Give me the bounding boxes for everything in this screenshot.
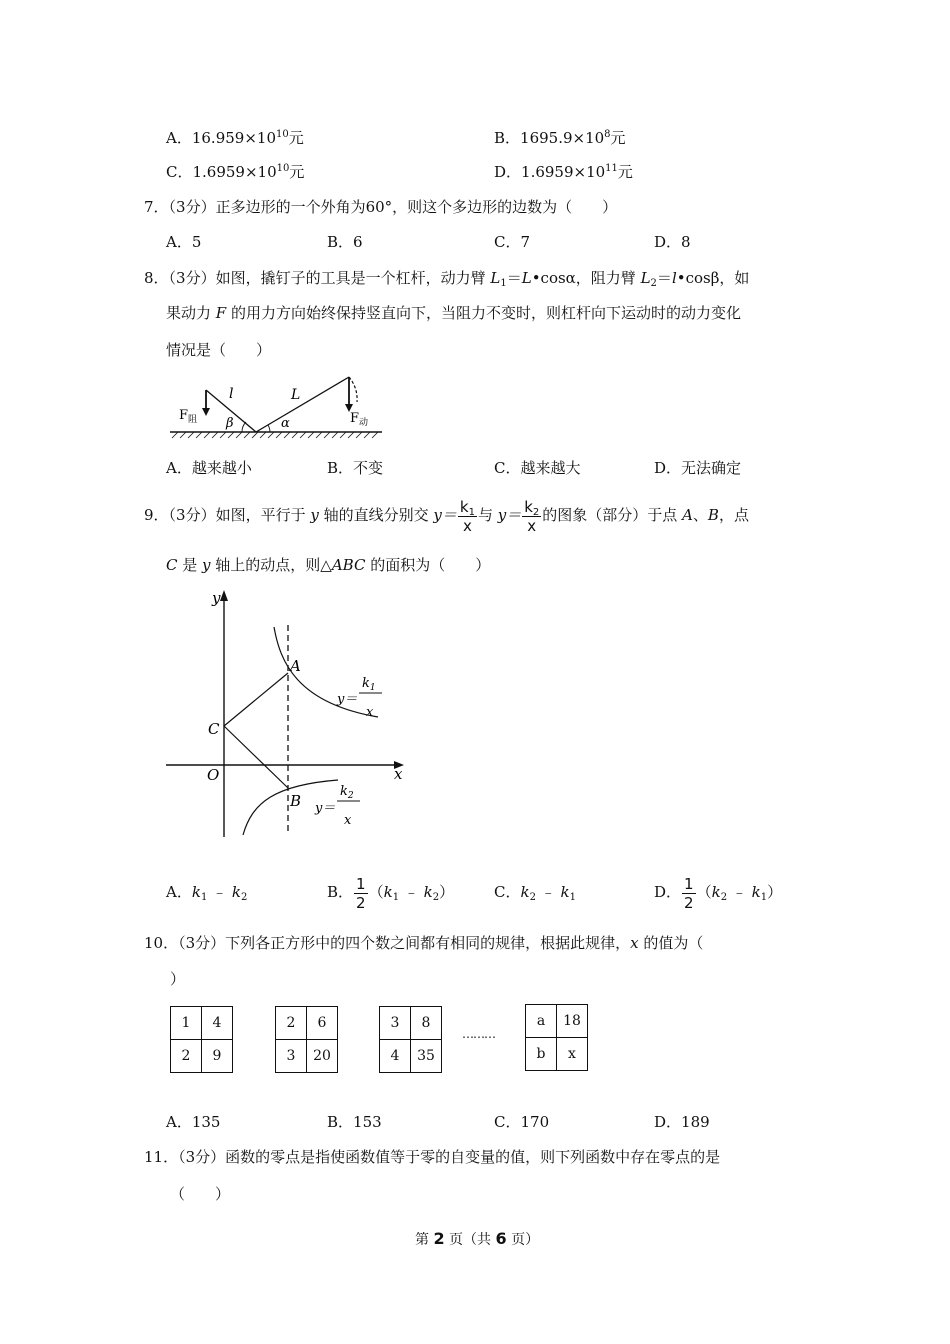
k1-over-x: $\frac{k_1}{x}$ [459, 497, 475, 535]
cell: 4 [202, 1007, 233, 1040]
cell: 4 [380, 1040, 411, 1073]
q10-option-a[interactable]: A．135 [166, 1113, 221, 1131]
square-2 [275, 1006, 338, 1073]
L-label: L [291, 387, 301, 403]
curve1-den: x [366, 705, 374, 720]
page-footer: 第 2 页（共 6 页） [415, 1229, 540, 1248]
q6-option-c[interactable]: C．$1.6959\times 10^{10}$元 [166, 163, 305, 181]
q8-stem-line1: 8．（3分）如图，撬钉子的工具是一个杠杆，动力臂 $L_1=L•\cos\alpha$，阻力臂 $L_2=l•\cos\beta$，如 [144, 269, 750, 289]
cell: 18 [557, 1005, 588, 1038]
point-b-label: B [290, 792, 302, 810]
y-axis-label: y [212, 589, 221, 607]
curve2-den: x [344, 813, 352, 828]
origin-label: O [207, 766, 220, 784]
point-c-label: C [208, 720, 220, 738]
cell: b [526, 1038, 557, 1071]
cell: 2 [276, 1007, 307, 1040]
cell: 35 [411, 1040, 442, 1073]
x-axis-label: x [394, 765, 403, 783]
q9-hyperbola-figure [160, 585, 420, 843]
q10-stem-line1: 10．（3分）下列各正方形中的四个数之间都有相同的规律，根据此规律，x 的值为（ [144, 934, 704, 952]
cell: a [526, 1005, 557, 1038]
square-1 [170, 1006, 233, 1073]
curve2-num: $k_2$ [340, 784, 354, 801]
q9-option-d[interactable]: D． $\frac{1}{2}$ （$k_2$ ﹣ $k_1$） [654, 874, 783, 912]
q7-stem: 7．（3分）正多边形的一个外角为60°，则这个多边形的边数为（ ） [144, 198, 618, 216]
q6-option-a[interactable]: A．$16.959\times 10^{10}$元 [166, 129, 304, 147]
alpha-label: α [281, 416, 290, 431]
cell: 9 [202, 1040, 233, 1073]
half-fraction: $\frac{1}{2}$ [684, 874, 694, 912]
l-label: l [229, 386, 234, 402]
cell: 3 [380, 1007, 411, 1040]
q6-option-b[interactable]: B．$1695.9\times 10^8$元 [494, 129, 626, 147]
q8-option-a[interactable]: A．越来越小 [166, 459, 252, 477]
q10-stem-line2: ） [170, 970, 186, 988]
q8-stem-line2: 果动力 F 的用力方向始终保持竖直向下，当阻力不变时，则杠杆向下运动时的动力变化 [166, 304, 741, 322]
cell: 6 [307, 1007, 338, 1040]
f-move-label: $F_动$ [350, 411, 369, 428]
beta-label: β [226, 416, 234, 431]
cell: 2 [171, 1040, 202, 1073]
curve1-eq: y＝ [337, 692, 358, 707]
q7-option-b[interactable]: B．6 [327, 233, 363, 251]
q8-option-c[interactable]: C．越来越大 [494, 459, 581, 477]
q10-option-d[interactable]: D．189 [654, 1113, 710, 1131]
cell: 20 [307, 1040, 338, 1073]
q11-stem-line2: （ ） [170, 1185, 231, 1203]
square-3 [379, 1006, 442, 1073]
q8-lever-figure [160, 368, 390, 446]
k2-over-x: $\frac{k_2}{x}$ [524, 497, 540, 535]
q10-option-c[interactable]: C．170 [494, 1113, 550, 1131]
q10-option-b[interactable]: B．153 [327, 1113, 382, 1131]
curve1-num: $k_1$ [362, 676, 376, 693]
long-arm [256, 377, 349, 432]
q11-stem-line1: 11．（3分）函数的零点是指使函数值等于零的自变量的值，则下列函数中存在零点的是 [144, 1148, 721, 1166]
cell: 1 [171, 1007, 202, 1040]
q8-stem-line3: 情况是（ ） [166, 341, 272, 359]
q9-option-a[interactable]: A．$k_1$ ﹣ $k_2$ [166, 883, 248, 903]
q9-stem-line1: 9．（3分）如图，平行于 y 轴的直线分别交 y＝ $\frac{k_1}{x}$ 与 y＝ $\frac{k_2}{x}$ 的图象（部分）于点 A、B，点 [144, 497, 749, 535]
half-fraction: $\frac{1}{2}$ [356, 874, 366, 912]
cell: 3 [276, 1040, 307, 1073]
q9-stem-line2: C 是 y 轴上的动点，则△ABC 的面积为（ ） [166, 556, 491, 574]
q7-option-c[interactable]: C．7 [494, 233, 531, 251]
q8-option-d[interactable]: D．无法确定 [654, 459, 742, 477]
q7-option-a[interactable]: A．5 [166, 233, 202, 251]
cell: 8 [411, 1007, 442, 1040]
q9-option-c[interactable]: C．$k_2$ ﹣ $k_1$ [494, 883, 576, 903]
square-4 [525, 1004, 588, 1071]
q8-option-b[interactable]: B．不变 [327, 459, 384, 477]
curve2-eq: y＝ [315, 801, 336, 816]
q9-option-b[interactable]: B． $\frac{1}{2}$ （$k_1$ ﹣ $k_2$） [327, 874, 455, 912]
q6-option-d[interactable]: D．$1.6959\times 10^{11}$元 [494, 163, 633, 181]
ellipsis-dots: ……… [462, 1027, 495, 1041]
cell: x [557, 1038, 588, 1071]
point-a-label: A [290, 657, 301, 675]
f-resist-label: $F_阻$ [179, 408, 198, 425]
q7-option-d[interactable]: D．8 [654, 233, 691, 251]
